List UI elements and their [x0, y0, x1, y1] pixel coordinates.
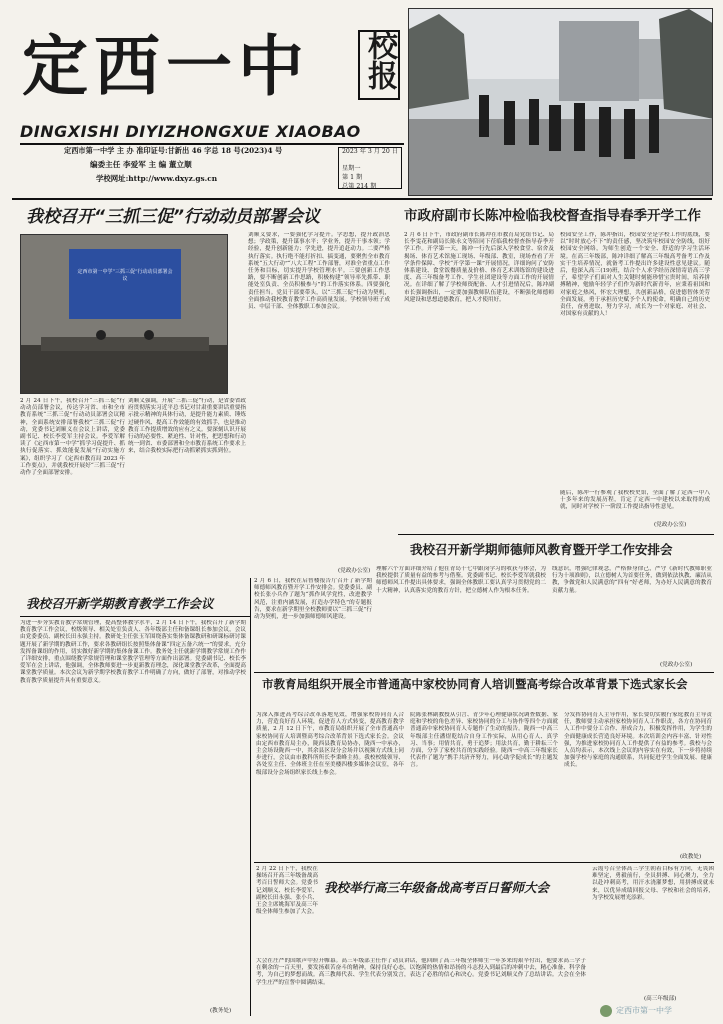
art3-col3: 线意识，增强纪律观念，严格修身律己，严守《新时代教师职业行为十项准则》，以立德树人为首要任务，做到依法执教、廉洁从教，争做党和人民满意的“四有”好老师，为办好人民满意的教育贡献力量。: [552, 566, 712, 594]
art2-col2: 校园安全工作，陈冲指出，校园安全是学校工作的底线，要以“时时放心不下”的责任感，坚决筑牢校园安全防线，组好校园安全网络，为师生创造一个安全、舒适的学习生活环境。在高三年级部，陈冲详细了解高三年级高考备考工作及实干生培养情况，就备考工作提出许多建设性意见建议。随后，他深入高三(19)班，结合个人求学经历深情寄语高三学子，希望学子们面对人生关键时刻能珍惜宝贵时间，培养拼搏精神，勉励年轻学子们作为新时代新青年，应秉着祖国和对家庭之热风，怀宏大理想，共创新品格，促进德智体美劳全面发展，勇于承担历史赋予个人的使命，明确自己的历史责任，奋勇进取，努力学习，成长为一个对家庭、对社会、对国家有贡献的人！: [560, 232, 710, 318]
art1-headline: 我校召开“三抓三促”行动动员部署会议: [26, 207, 320, 227]
art2-headline: 市政府副市长陈冲检临我校督查指导春季开学工作: [404, 208, 701, 224]
art1-source: (党政办公室): [338, 568, 371, 574]
photo-campus-walk: [408, 8, 713, 196]
issue-total: 总第 214 期: [342, 183, 377, 190]
art5-headline: 市教育局组织开展全市普通高中家校协同育人培训暨高考综合改革背景下选式家长会: [262, 677, 688, 691]
art6-source: (高三年级部): [644, 996, 677, 1002]
art2-divider: [398, 534, 714, 535]
art6-headline: 我校举行高三年级备战高考百日誓师大会: [324, 880, 550, 895]
left-column-rule: [250, 578, 251, 672]
footer-brand: [600, 1004, 718, 1020]
info-line1: 定西市第一中学 主 办 准印证号:甘新出 46 字总 18 号(2023)4 号: [64, 146, 283, 155]
art6-intro: 2 月 22 日下午，我校在操场召开高三年级备战高考百日誓师大会。党委书记刘顺义、校长李爱军、副校长田永强、张小兵、王会主席姚海军及高三年级全体师生参加了大会。: [256, 866, 318, 916]
art4-headline: 我校召开新学期教育教学工作会议: [26, 596, 214, 611]
pinyin-line: DINGXISHI DIYIZHONGXUE XIAOBAO: [20, 122, 361, 141]
art1-col3: 刘顺义要求，一要强化学习提升。学思想，提升政治思想；学政策，提升谋事水平；学业务，提升干事本领；学经验，提升创新能力；学先进，提升追赶动力。二要严格执行落实。执行绝不能打折扣、搞变通，要聚焦全市教育系统“五大行动”“八大工程”工作部署，对准全省重点工作任务和目标，切实提升学校管理水平。三要创新工作思路，要不断创新工作思路，积极构建“领导率先抓带、职能处室负责、全员积极参与”的工作落实体系。四要强化责任担当。党员干部要带头，以“三抓三促”行动为契机，全面推动我校教育教学工作高质量发展。学校领导班子成员、中层干部、全体教职工参加会议。: [248, 232, 390, 311]
art5-col1: 为深入推进高考综合改革落地见效，增强家校协同育人合力，营造良好育人环境，促进育人方式转变，提高教育教学质量，2 月 12 日下午，市教育局组织开展了全市普通高中家校协同育人培训暨高考综合改革背景下选式家长会。会议由定西市教育局主办，陇西县教育局协办，陇西一中承办，主会场设陇西一中，其余县区设分会场并以视频方式线上同步进行，会议由市教科所所长李秉峰主持。我校校级领导、各处室主任、全体班主任在至美楼四楼多媒体会议室，各年级部设分会场组织家长线上参会。: [256, 712, 404, 776]
footer-brand-text: 定西市第一中学: [616, 1006, 672, 1015]
masthead-title: 定西一中: [22, 27, 310, 105]
art5-col3: 分发挥协同育人主导作用，家长要切实履行家庭教育主导责任，教师要主动承担家校协同育人工作职责，各方在协同育人工作中要分工合作、形成合力，积极发挥作用，为学生的全面健康成长营造良好环境。本次培训会内容丰富、针对性强，为推进家校协同育人工作提供了有益的参考。我校与会人员均表示，本次线上会议的内容实在有效，下一步将持续加强学校与家庭的沟通联系，共同促进学生全面发展、健康成长。: [564, 712, 712, 769]
masthead: [0, 0, 723, 198]
art3-headline: 我校召开新学期师德师风教育暨开学工作安排会: [410, 542, 673, 557]
art5-source: (政教处): [680, 854, 702, 860]
wechat-icon: [600, 1005, 612, 1017]
masthead-bottom-rule: [12, 198, 712, 200]
info-line3: 学校网址:http://www.dxyz.gs.cn: [96, 174, 218, 183]
art6-side: 云霞号召全体高三学生朝着目标有方向，无畏困难坚定，勇毅前行，全员拼搏、同心聚力，全力以赴冲刺高考，用汗水浇灌梦想，用拼搏成就未来，以优异成绩回报父母、学校和社会的培养，为学校发展增光添彩。: [592, 866, 714, 901]
art5-bottom-rule: [254, 862, 714, 863]
art5-top-rule: [254, 672, 714, 673]
art2-col3: 随后，陈冲一行参观了我校校史馆，全面了解了定西一中八十多年来的发展历程，肯定了定西一中建校以来取得的成就，同时对学校下一阶段工作提出指导性意见。: [560, 490, 710, 511]
issue-number: 第 1 期: [342, 174, 363, 181]
center-column-rule: [250, 672, 251, 1016]
photo-meeting-hall: [20, 234, 228, 394]
art3-col2: 理解六个方面详细介绍了他在青岛十七中跟岗学习的收获与体会，为我校提供了质量有益的参考与借鉴。党委副书记、校长李爱军就我校师德师风工作提出具体要求，强调全体教职工要认真学习贯彻党的二十大精神，认真落实党的教育方针，把立德树人作为根本任务。: [376, 566, 546, 594]
art3-source: (党政办公室): [660, 662, 693, 668]
meeting-screen-text: 定西市第一中学“三抓三促”行动动员部署会议: [77, 269, 173, 282]
art1-col1: 2 月 24 日下午，我校召开“三抓三促”行动动员部署会议，传达学习省、市和全市教育系统“三抓三促”行动动员部署会议精神，全面系统安排部署我校“三抓三促”行动，党委书记刘顺义在会议上讲话，党委副书记、校长李爱军主持会议。李爱军解读了《定西市第一中学“抓学习促提升、抓执行促落实、抓效能促发展”行动实施方案》，组织学习了《定西市教育局 2023 年工作要点》，并就我校开展好“三抓三促”行动作了全面部署安排。: [20, 398, 125, 477]
art5-col2: 院陈张林副教授从引言、青少年心理健康状况调查数据、家庭和学校的角色差异、家校协同的分工与协作等四个方面就普通高中家校协同育人专题作了生动的报告。陇西一中高三年级部主任潘煜乾结合自身工作实际，从用心育人、真学习、当事；用情共育，勇于追梦；用法共育，勤于耕耘三个方面，分享了家校共育的实践经验。陇西一中高三年级家长代表作了题为“携手共济齐努力，同心助学促成长”的主题发言。: [410, 712, 558, 769]
art4-body: 为进一步夯实教育教学常规管理，提高整体教学水平，2 月 14 日下午，我校召开了新学期教育教学工作会议，校级领导、相关处室负责人、各年级部主任和备课组长参加会议，会议由党委委员、副校长田永强主持。教研处主任张玉军围绕落实集体备课教研和研课标研讨课题开展了新学期的教研工作，要求各教研组长按照集体备课“四定五备六统一”的要求，充分发挥备课组的作用，切实做好新学期的集体备课工作。教务处主任就新学期教学常规工作作了详细安排，重点围绕教学常规管理和课堂教学管理等方面作出部署。党委副书记、校长李爱军在会上讲话，他强调，全体教师要进一步更新教育理念，深化课堂教学改革，全面提高课堂教学质量。本次会议为新学期学校教育教学工作明确了方向，做好了部署，对推动学校教育教学质量提升具有重要意义。: [20, 620, 246, 684]
art3-col1: 2 月 6 日，我校在启智楼报告厅召开了新学期师德师风教育暨开学工作安排会。党委委员、副校长张小兵作了题为“抓作风学党性，改进教学风范，注重内涵发展，打造办学特色”的专题报告，要求在新学期里全校教师要以“三抓三促”行动为契机，进一步加强师德师风建设。: [254, 578, 372, 621]
art4-rule: [20, 616, 250, 617]
info-line2: 编委主任 李爱军 主 编 董立顺: [90, 160, 192, 169]
art2-col1: 2 月 6 日下午，市政府副市长陈冲在市教育局党组书记、局长李雯花和副局长陈永文等陪同下莅临我校督查指导春季开学工作。开学第一天，陈冲一行先后深入学校食堂、宿舍及揭场、体育艺术馆施工现场、年级部、教室，现场查看了开学条件保障、学校“开学第一课”开展情况，详细询问了安防体系建设、食堂饭餐质量及价格、体育艺术训练馆的建设进度、高三年级备考工作、学生社团建设等方面工作的开展情况。在详细了解了学校师资配备、人才引进情况后，陈冲副市长强调指出，一定要加强教师队伍建设，不断强化师德师风建设和思想道德教育，把人才使用好。: [404, 232, 554, 303]
art1-col2: 刘顺义强调，开展“三抓三促”行动，是省委省政府贯彻落实习近平总书记对甘肃重要讲话重要指示批示精神的具体行动，是提升能力素质、锤炼过硬作风、提高工作效能的有效抓手，也是推动教育工作提质增效的应有之义。要深刻认识开展行动的必要性、紧迫性、针对性，把思想和行动统一到省、市委部署和全市教育系统工作要求上来，结合我校实际把行动抓紧抓实抓到位。: [128, 398, 246, 455]
masthead-rule: [20, 143, 404, 145]
art2-source: (党政办公室): [654, 522, 687, 528]
art6-body: 大会在庄严的国歌声中拉开帷幕。高三年级部主任作了动员讲话，他回顾了高三年级全体师生一年多来的艰辛付出，他要求高三学子在剩余的一百天里，要发扬艰苦奋斗的精神，保持良好心态，以饱满的热情和昂扬的斗志投入到最后的冲刺中去，精心准备、科学备考，为自己的梦想而战。高三教师代表、学生代表分别发言，表达了必胜的信心和决心。党委书记刘顺义作了总结讲话。大会在全体学生庄严的宣誓中圆满结束。: [256, 958, 586, 986]
art4-source: (教务处): [210, 1008, 232, 1014]
side-label: 校报: [362, 30, 397, 90]
issue-weekday: 星期一: [342, 165, 361, 172]
issue-date: 2023 年 3 月 20 日: [342, 148, 398, 155]
